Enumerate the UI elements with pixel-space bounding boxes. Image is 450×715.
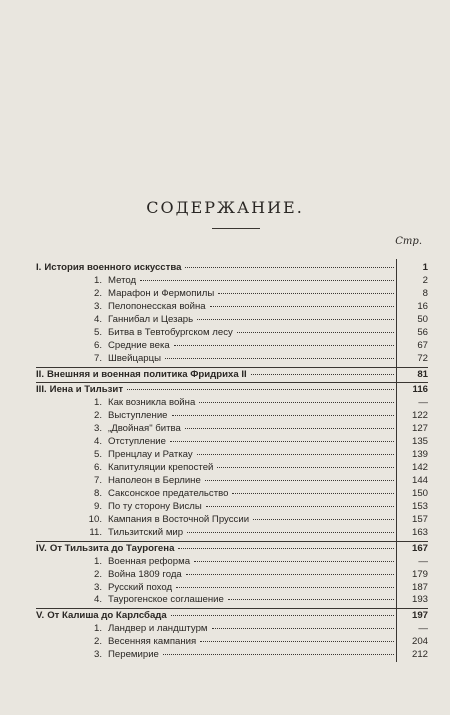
dot-leader (194, 560, 394, 562)
toc-item-row (36, 423, 428, 436)
toc-page-number: 122 (411, 410, 428, 422)
toc-page-number: 193 (411, 594, 428, 606)
toc-page-number: 187 (411, 581, 428, 593)
toc-item-label: Война 1809 года (108, 568, 182, 580)
toc-item-row (36, 314, 428, 327)
dot-leader (212, 627, 394, 629)
toc-item-row (36, 475, 428, 488)
dot-leader (251, 373, 394, 375)
toc-item-number: 3. (93, 581, 102, 593)
dot-leader (174, 344, 394, 346)
toc-page-number: 72 (417, 352, 428, 364)
toc-chapter-title (36, 610, 167, 623)
dot-leader (176, 586, 394, 588)
toc-item-title (36, 556, 190, 569)
toc-item-number: 7. (93, 475, 102, 486)
toc-item-label: Русский поход (108, 581, 173, 593)
dot-leader (178, 547, 394, 549)
toc-item-title (36, 488, 228, 501)
toc-chapter-title (36, 262, 181, 275)
toc-item-row (36, 410, 428, 423)
toc-item-number: 4. (93, 313, 102, 325)
toc-chapter-row (36, 369, 428, 382)
toc-item-row (36, 288, 428, 301)
toc-item-title (36, 340, 170, 353)
toc-item-label: Перемирие (108, 649, 159, 661)
toc-item-number: 8. (93, 487, 102, 499)
toc-item-row (36, 488, 428, 501)
toc-item-label: Весенняя кампания (108, 636, 197, 648)
toc-item-row (36, 462, 428, 475)
toc-item-number: 7. (93, 352, 102, 364)
dot-leader (127, 388, 394, 390)
toc-item-label: Тильзитский мир (108, 526, 184, 538)
toc-item-title (36, 410, 168, 423)
dot-leader (217, 466, 394, 468)
toc-item-title (36, 327, 233, 340)
toc-page-number: 8 (422, 287, 428, 299)
section-divider (36, 541, 428, 542)
toc-item-label: Саксонское предательство (108, 487, 229, 499)
toc-item-label: Наполеон в Берлине (108, 475, 201, 486)
toc-item-row (36, 514, 428, 527)
toc-item-row (36, 301, 428, 314)
dot-leader (199, 401, 394, 403)
toc-item-row (36, 582, 428, 595)
toc-item-label: Битва в Тевтобургском лесу (108, 326, 233, 338)
toc-item-label: Выступление (108, 410, 168, 422)
page-title: СОДЕРЖАНИЕ. (146, 198, 304, 217)
dot-leader (232, 492, 394, 494)
dot-leader (237, 331, 394, 333)
toc-item-label: Капитуляции крепостей (108, 462, 214, 474)
toc-item-row (36, 449, 428, 462)
toc-page-number: 150 (411, 487, 428, 499)
toc-page-number: 144 (411, 475, 428, 486)
dot-leader (228, 598, 394, 600)
dot-leader (185, 427, 394, 429)
toc-item-label: Швейцарцы (108, 352, 162, 364)
toc-page-number: 127 (411, 423, 428, 435)
toc-chapter-number: II. (36, 368, 44, 380)
dot-leader (200, 640, 394, 642)
toc-item-title (36, 514, 249, 527)
dot-leader (187, 531, 394, 533)
toc-item-number: 3. (93, 649, 102, 661)
toc-page-number: 16 (417, 300, 428, 312)
toc-item-number: 4. (93, 436, 102, 448)
toc-chapter-label: От Калиша до Карлсбада (47, 610, 167, 622)
toc-item-number: 3. (93, 423, 102, 435)
toc-item-title (36, 462, 213, 475)
toc-page-number: — (418, 397, 428, 409)
toc-item-row (36, 275, 428, 288)
toc-item-title (36, 527, 183, 540)
toc-chapter-title (36, 384, 123, 397)
toc-item-title (36, 501, 202, 514)
toc-item-title (36, 275, 136, 288)
toc-item-row (36, 397, 428, 410)
toc-page-number: 197 (411, 610, 428, 622)
toc-item-row (36, 594, 428, 607)
dot-leader (172, 414, 394, 416)
section-divider (36, 367, 428, 368)
dot-leader (210, 305, 394, 307)
toc-page-number: 67 (417, 339, 428, 351)
toc-chapter-row (36, 610, 428, 623)
toc-page-number: 81 (417, 368, 428, 380)
toc-item-label: Таурогенское соглашение (108, 594, 224, 606)
dot-leader (253, 518, 394, 520)
toc-item-title (36, 436, 166, 449)
toc-chapter-number: V. (36, 610, 45, 622)
toc-item-number: 5. (93, 449, 102, 461)
toc-item-label: Отступление (108, 436, 166, 448)
toc-item-title (36, 314, 193, 327)
toc-page-number: 50 (417, 313, 428, 325)
toc-item-title (36, 301, 206, 314)
toc-item-title (36, 423, 181, 436)
toc-item-label: Кампания в Восточной Пруссии (108, 513, 250, 525)
dot-leader (185, 266, 394, 268)
toc-chapter-label: От Тильзита до Таурогена (49, 542, 175, 554)
toc-item-title (36, 288, 214, 301)
toc-page-number: 139 (411, 449, 428, 461)
toc-page-number: 204 (411, 636, 428, 648)
toc-item-number: 2. (93, 568, 102, 580)
toc-page-number: 135 (411, 436, 428, 448)
toc-chapter-row (36, 262, 428, 275)
toc-page-number: — (418, 623, 428, 635)
toc-page-number: 163 (411, 526, 428, 538)
toc-item-number: 1. (93, 274, 102, 286)
toc-item-label: Ландвер и ландштурм (108, 623, 208, 635)
toc-page-number: 142 (411, 462, 428, 474)
toc-item-label: Пелопонесская война (108, 300, 206, 312)
toc-page-number: 167 (411, 542, 428, 554)
dot-leader (140, 279, 394, 281)
toc-item-number: 11. (89, 526, 102, 538)
toc-page-number: 212 (411, 649, 428, 661)
toc-item-row (36, 556, 428, 569)
toc-item-label: „Двойная" битва (108, 423, 181, 435)
toc-chapter-number: III. (36, 384, 47, 396)
toc-page-number: 2 (422, 274, 428, 286)
toc-page-number: 1 (422, 262, 428, 273)
toc-item-title (36, 449, 193, 462)
page-column-rule (396, 259, 397, 662)
toc-page-number: 153 (411, 500, 428, 512)
toc-chapter-row (36, 384, 428, 397)
toc-item-number: 10. (88, 513, 102, 525)
toc-item-title (36, 582, 172, 595)
toc-item-number: 3. (93, 300, 102, 312)
toc-item-label: Средние века (108, 339, 170, 351)
toc-item-number: 9. (93, 500, 102, 512)
toc-item-label: Марафон и Фермопилы (108, 287, 215, 299)
dot-leader (205, 479, 394, 481)
dot-leader (197, 453, 394, 455)
toc-chapter-label: Внешняя и военная политика Фридриха II (47, 368, 247, 380)
toc-item-number: 1. (93, 623, 102, 635)
toc-item-title (36, 623, 208, 636)
dot-leader (197, 318, 394, 320)
dot-leader (171, 614, 394, 616)
toc-item-title (36, 353, 161, 366)
toc-page-number: 157 (411, 513, 428, 525)
page-column-header: Стр. (395, 236, 422, 247)
toc-item-row (36, 353, 428, 366)
section-divider (36, 608, 428, 609)
toc-chapter-title (36, 369, 247, 382)
toc-page-number: 179 (411, 568, 428, 580)
toc-item-row (36, 436, 428, 449)
toc-item-number: 2. (93, 410, 102, 422)
toc-item-title (36, 475, 201, 488)
toc-item-number: 1. (93, 397, 102, 409)
toc-item-number: 5. (93, 326, 102, 338)
toc-item-number: 4. (93, 594, 102, 606)
toc-page-number: 56 (417, 326, 428, 338)
toc-item-row (36, 569, 428, 582)
toc-chapter-label: История военного искусства (44, 262, 182, 273)
toc-item-title (36, 649, 159, 662)
toc-item-row (36, 527, 428, 540)
toc-item-row (36, 340, 428, 353)
toc-page-number: — (418, 555, 428, 567)
dot-leader (186, 573, 394, 575)
toc-chapter-number: I. (36, 262, 42, 273)
toc-item-label: Ганнибал и Цезарь (108, 313, 194, 325)
toc-chapter-title (36, 543, 174, 556)
toc-chapter-row (36, 543, 428, 556)
dot-leader (218, 292, 394, 294)
toc-item-label: По ту сторону Вислы (108, 500, 202, 512)
toc-item-title (36, 594, 224, 607)
toc-item-label: Метод (108, 274, 137, 286)
title-rule (212, 228, 260, 229)
toc-item-number: 1. (93, 555, 102, 567)
toc-item-row (36, 623, 428, 636)
toc-item-row (36, 501, 428, 514)
dot-leader (165, 357, 394, 359)
toc-chapter-number: IV. (36, 542, 47, 554)
toc-item-row (36, 649, 428, 662)
toc-item-number: 2. (93, 636, 102, 648)
toc-item-number: 6. (93, 462, 102, 474)
table-of-contents (36, 262, 428, 662)
toc-item-title (36, 636, 196, 649)
toc-item-label: Военная реформа (108, 555, 191, 567)
dot-leader (170, 440, 394, 442)
dot-leader (206, 505, 394, 507)
toc-page-number: 116 (412, 384, 428, 396)
toc-item-title (36, 397, 195, 410)
toc-item-label: Как возникла война (108, 397, 196, 409)
toc-item-number: 6. (93, 339, 102, 351)
section-divider (36, 382, 428, 383)
toc-chapter-label: Иена и Тильзит (49, 384, 124, 396)
toc-item-number: 2. (93, 287, 102, 299)
dot-leader (163, 653, 394, 655)
toc-item-label: Пренцлау и Раткау (108, 449, 193, 461)
toc-item-row (36, 327, 428, 340)
toc-item-row (36, 636, 428, 649)
toc-item-title (36, 569, 182, 582)
